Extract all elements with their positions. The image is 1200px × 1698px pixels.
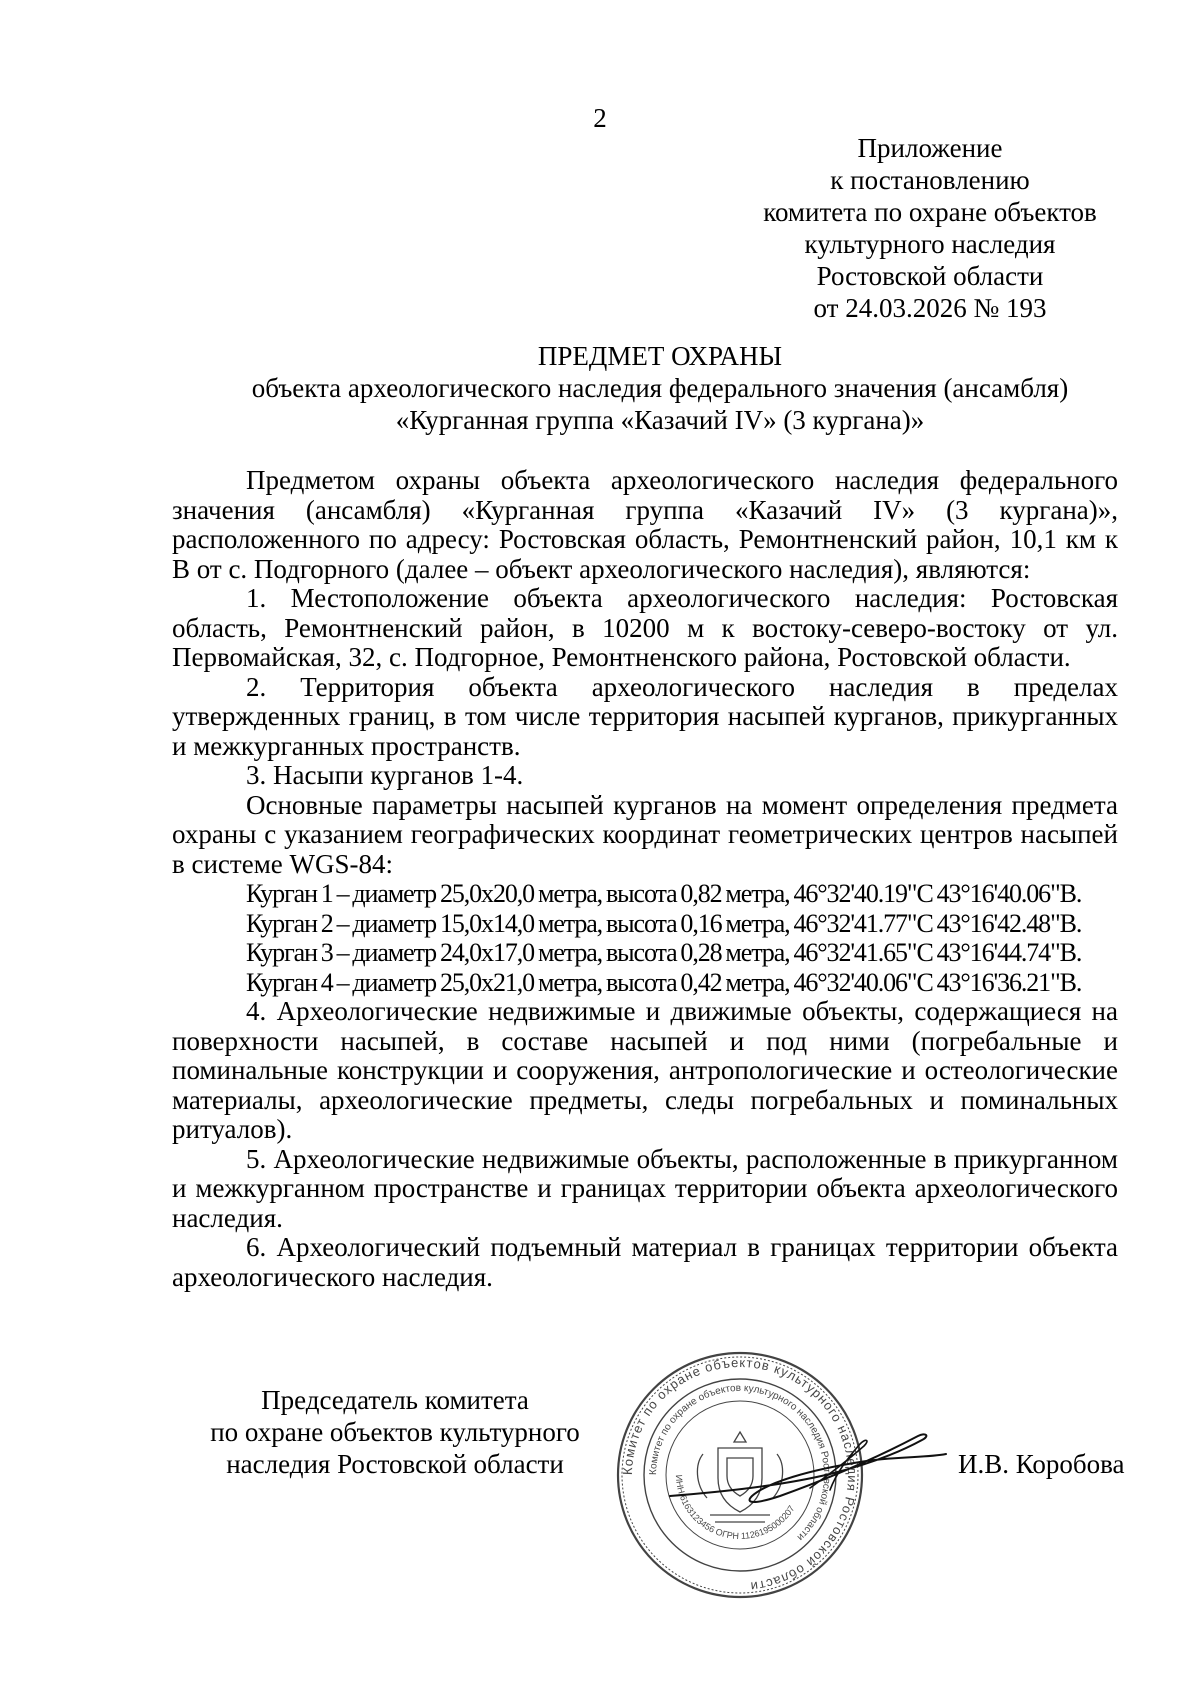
title-subtitle: «Курганная группа «Казачий IV» (3 кургана)» — [395, 405, 925, 435]
item-location: 1. Местоположение объекта археологического наследия: Ростовская область, Ремонтненский район, в 10200 м к востоку-северо-востоку от ул. Первомайская, 32, с. Подгорное, Ремонтненского района, Ростовской области. — [172, 583, 1118, 672]
seal-inner-text: Комитет по охране объектов культурного наследия Ростовской области — [647, 1382, 833, 1543]
item-objects: 4. Археологические недвижимые и движимые объекты, содержащиеся на поверхности насыпей, в составе насыпей и под ними (погребальные и поминальные конструкции и сооружения, антропологические и остеологические материалы, археологические предметы, следы погребальных и поминальных ритуалов). — [172, 996, 1118, 1144]
appendix-line: Ростовской области — [816, 261, 1044, 291]
appendix-line: культурного наследия — [804, 229, 1056, 259]
mound-line: Курган 2 – диаметр 15,0х14,0 метра, высота 0,16 метра, 46°32'41.77"С 43°16'42.48"В. — [246, 908, 1082, 938]
appendix-date-number: от 24.03.2026 № 193 — [813, 293, 1047, 323]
appendix-line: Приложение — [857, 133, 1003, 163]
seal-registration-text: ИНН 6163123456 ОГРН 1126195000207 — [673, 1474, 797, 1542]
params-paragraph: Основные параметры насыпей курганов на момент определения предмета охраны с указанием географических координат геометрических центров насыпей в системе WGS-84: — [172, 789, 1118, 879]
handwritten-signature — [660, 1400, 960, 1530]
appendix-line: комитета по охране объектов — [763, 197, 1097, 227]
position-line: наследия Ростовской области — [226, 1449, 564, 1479]
intro-paragraph: Предметом охраны объекта археологического наследия федерального значения (ансамбля) «Курганная группа «Казачий IV» (3 кургана)», расположенного по адресу: Ростовская область, Ремонтненский район, 10,1 км к В от с. Подгорного (далее – объект археологического наследия), являются: — [172, 465, 1118, 584]
signatory-position — [185, 1384, 605, 1480]
mound-line: Курган 3 – диаметр 24,0х17,0 метра, высота 0,28 метра, 46°32'41.65"С 43°16'44.74"В. — [246, 938, 1082, 967]
appendix-block — [740, 132, 1120, 324]
item-immovable-objects: 5. Археологические недвижимые объекты, расположенные в прикурганном и межкурганном пространстве и границах территории объекта археологического наследия. — [172, 1143, 1118, 1233]
document-body — [172, 466, 1118, 1292]
mound-line: Курган 4 – диаметр 25,0х21,0 метра, высота 0,42 метра, 46°32'40.06"С 43°16'36.21"В. — [246, 967, 1082, 997]
page-number: 2 — [593, 103, 607, 133]
mound-line: Курган 1 – диаметр 25,0х20,0 метра, высота 0,82 метра, 46°32'40.19"С 43°16'40.06"В. — [246, 879, 1082, 908]
title-subtitle: объекта археологического наследия федерального значения (ансамбля) — [251, 373, 1069, 403]
position-line: Председатель комитета — [261, 1385, 529, 1415]
document-title — [200, 340, 1120, 436]
item-territory: 2. Территория объекта археологического наследия в пределах утвержденных границ, в том числе территория насыпей курганов, прикурганных и межкурганных пространств. — [172, 671, 1118, 761]
appendix-line: к постановлению — [830, 165, 1030, 195]
position-line: по охране объектов культурного — [210, 1417, 580, 1447]
signature-stroke — [670, 1434, 946, 1502]
item-mounds: 3. Насыпи курганов 1-4. — [246, 760, 524, 790]
seal-outer-text: Комитет по охране объектов культурного наследия Ростовской области — [619, 1354, 861, 1595]
title-heading: ПРЕДМЕТ ОХРАНЫ — [537, 341, 783, 371]
item-surface-material: 6. Археологический подъемный материал в границах территории объекта археологического наследия. — [172, 1232, 1118, 1292]
signer-name: И.В. Коробова — [958, 1449, 1125, 1479]
